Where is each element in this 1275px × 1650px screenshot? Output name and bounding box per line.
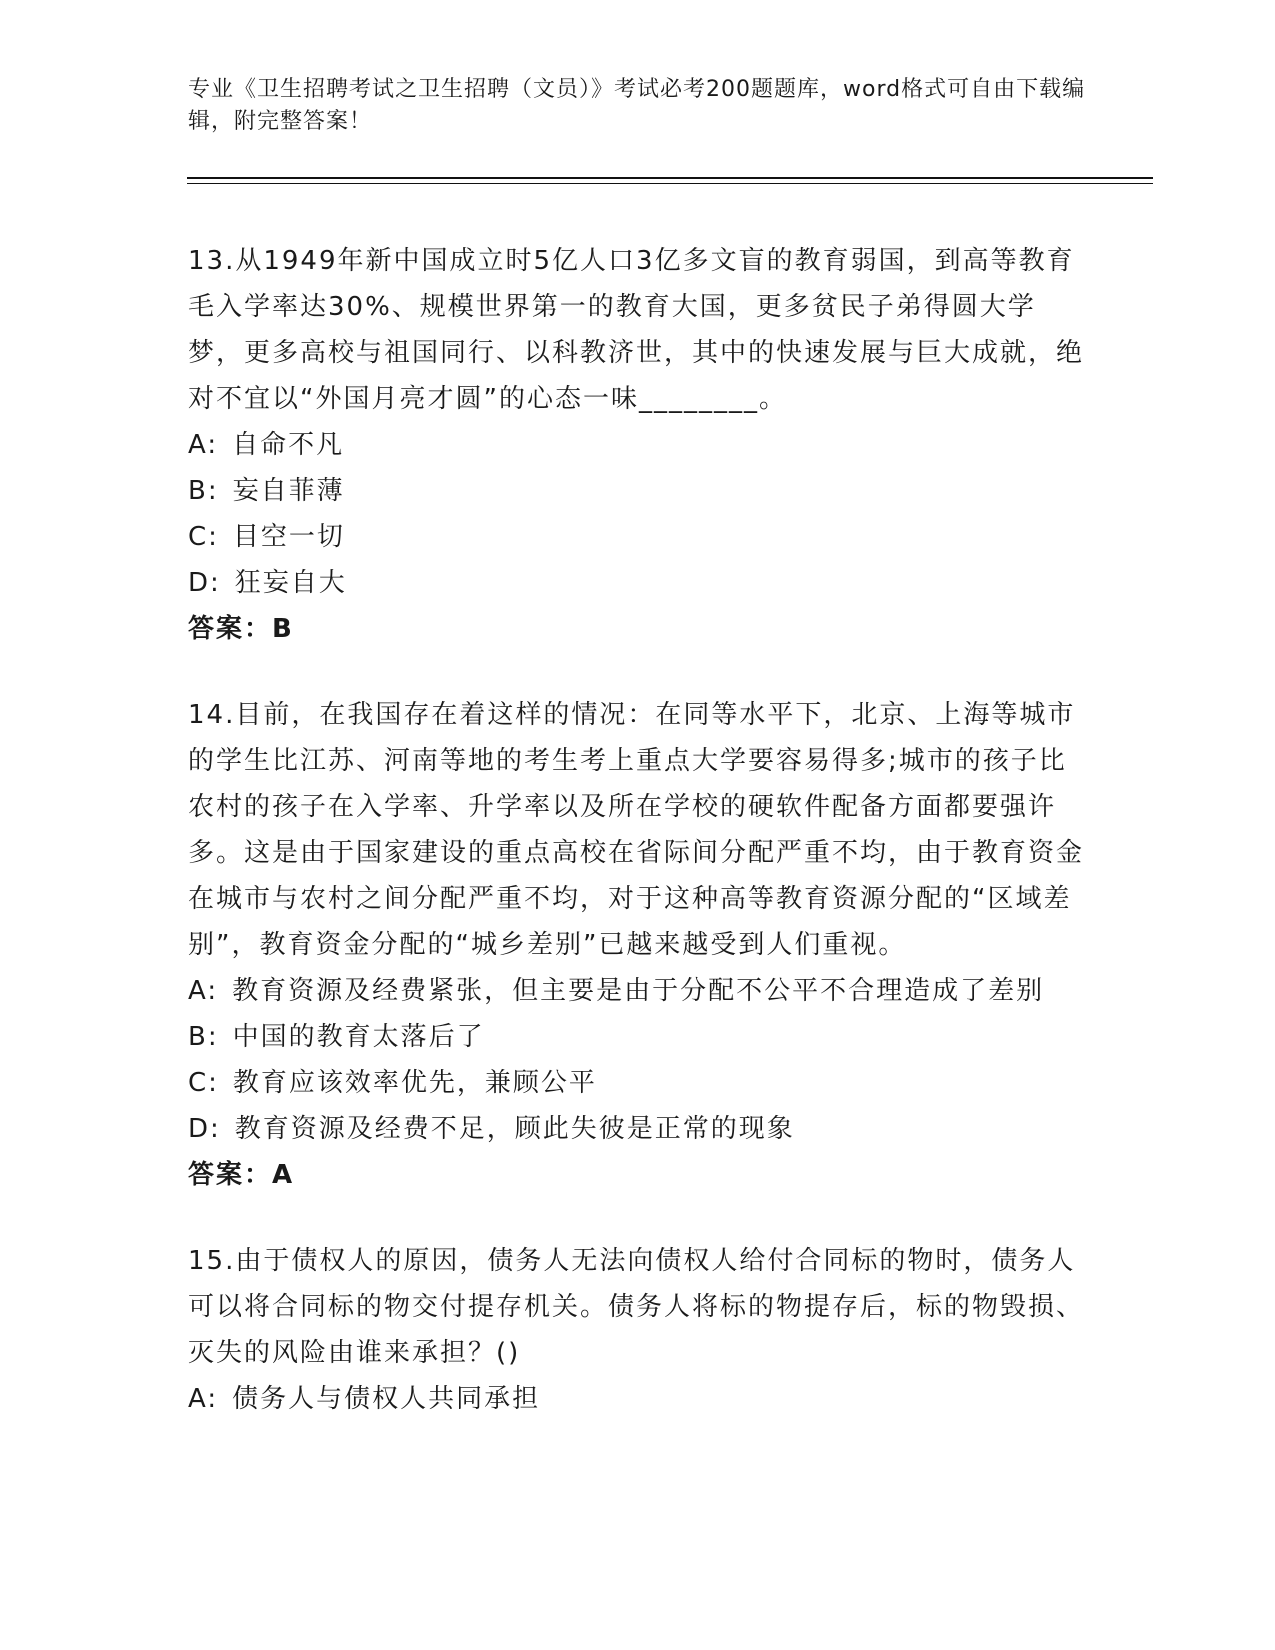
option-d (188, 1106, 1088, 1152)
question-13 (188, 238, 1088, 652)
option-letter: D: (188, 1114, 221, 1144)
question-14 (188, 692, 1088, 1198)
header-divider-thick (187, 177, 1153, 179)
option-a (188, 1376, 1088, 1422)
option-text: 妄自菲薄 (232, 476, 345, 506)
option-text: 狂妄自大 (234, 568, 347, 598)
option-text: 自命不凡 (232, 430, 345, 460)
option-c (188, 514, 1088, 560)
answer-label: 答案： (188, 1160, 273, 1190)
option-text: 债务人与债权人共同承担 (232, 1384, 541, 1414)
option-letter: C: (188, 1068, 219, 1098)
option-text: 教育应该效率优先，兼顾公平 (232, 1068, 597, 1098)
question-stem: 14.目前，在我国存在着这样的情况：在同等水平下，北京、上海等城市的学生比江苏、河南等地的考生考上重点大学要容易得多;城市的孩子比农村的孩子在入学率、升学率以及所在学校的硬软件配备方面都要强许多。这是由于国家建设的重点高校在省际间分配严重不均，由于教育资金在城市与农村之间分配严重不均，对于这种高等教育资源分配的“区域差别”，教育资金分配的“城乡差别”已越来越受到人们重视。 (188, 700, 1085, 960)
option-d (188, 560, 1088, 606)
option-list (188, 968, 1088, 1152)
header-divider-thin (187, 183, 1153, 184)
answer-label: 答案： (188, 614, 273, 644)
option-text: 目空一切 (232, 522, 345, 552)
option-a (188, 422, 1088, 468)
option-b (188, 1014, 1088, 1060)
option-letter: A: (188, 1384, 219, 1414)
option-a (188, 968, 1088, 1014)
option-letter: D: (188, 568, 221, 598)
question-list (188, 238, 1088, 1462)
question-15 (188, 1238, 1088, 1422)
option-list (188, 422, 1088, 606)
option-letter: A: (188, 430, 219, 460)
answer-line (188, 606, 1088, 652)
option-text: 中国的教育太落后了 (232, 1022, 485, 1052)
option-text: 教育资源及经费不足，顾此失彼是正常的现象 (234, 1114, 795, 1144)
answer-value: A (272, 1160, 295, 1190)
option-letter: B: (188, 1022, 219, 1052)
question-stem: 15.由于债权人的原因，债务人无法向债权人给付合同标的物时，债务人可以将合同标的物交付提存机关。债务人将标的物提存后，标的物毁损、灭失的风险由谁来承担？() (188, 1246, 1085, 1368)
question-stem: 13.从1949年新中国成立时5亿人口3亿多文盲的教育弱国，到高等教育毛入学率达30%、规模世界第一的教育大国，更多贫民子弟得圆大学梦，更多高校与祖国同行、以科教济世，其中的快速发展与巨大成就，绝对不宜以“外国月亮才圆”的心态一味________。 (188, 246, 1085, 414)
option-list (188, 1376, 1088, 1422)
option-letter: A: (188, 976, 219, 1006)
page-header-title: 专业《卫生招聘考试之卫生招聘（文员）》考试必考200题题库，word格式可自由下载编辑，附完整答案！ (188, 77, 1086, 134)
option-letter: C: (188, 522, 219, 552)
option-c (188, 1060, 1088, 1106)
option-text: 教育资源及经费紧张，但主要是由于分配不公平不合理造成了差别 (232, 976, 1045, 1006)
answer-line (188, 1152, 1088, 1198)
answer-value: B (272, 614, 294, 644)
option-letter: B: (188, 476, 219, 506)
option-b (188, 468, 1088, 514)
